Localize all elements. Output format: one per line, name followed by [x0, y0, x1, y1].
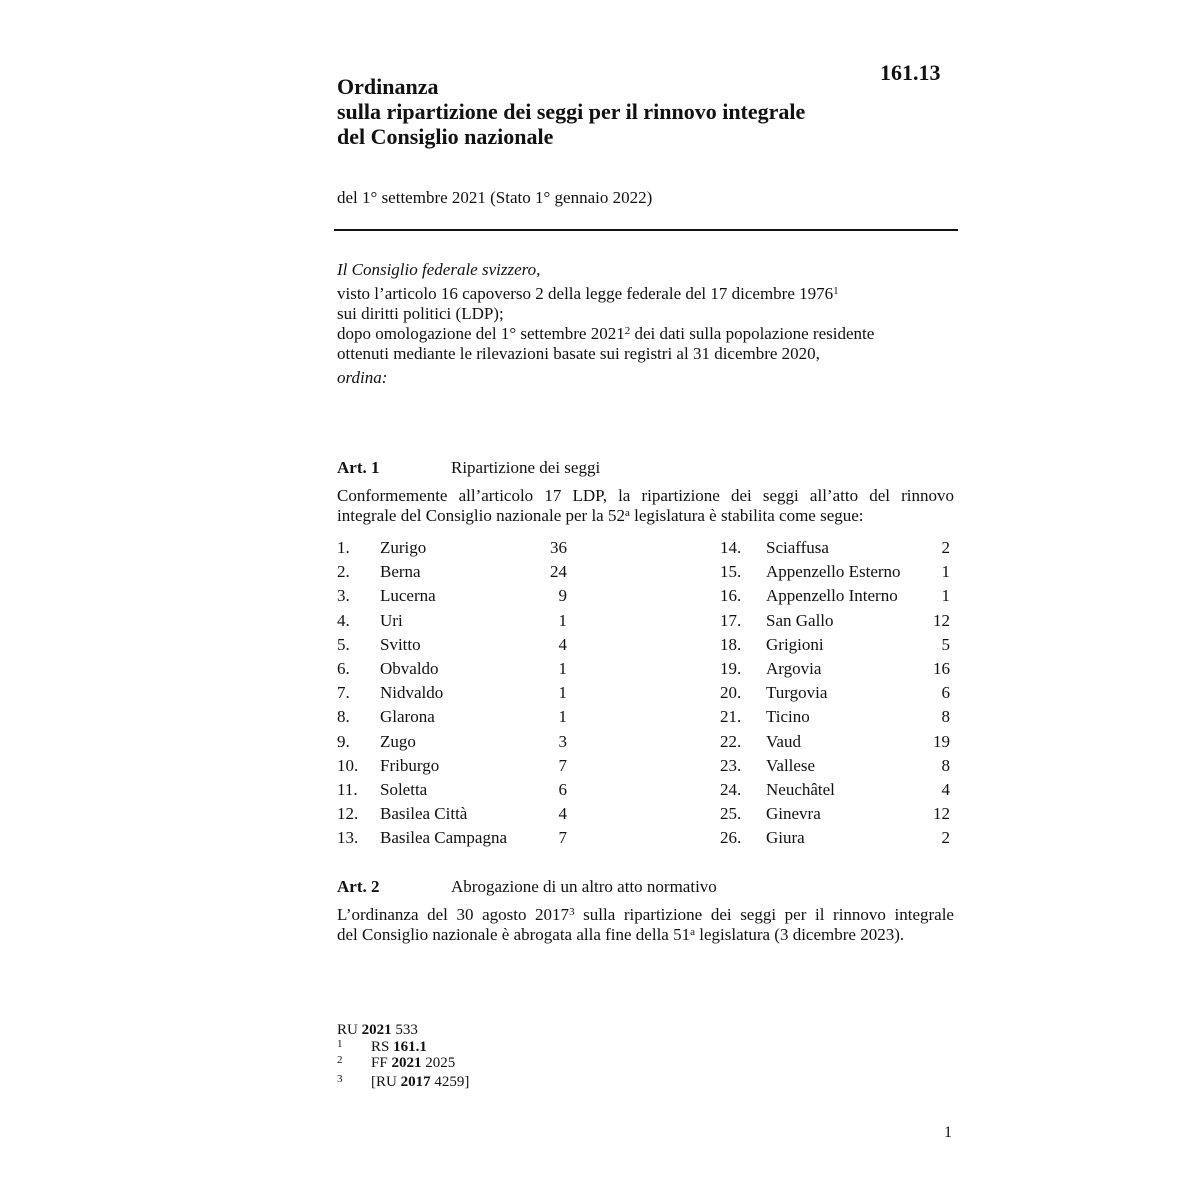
seat-row [720, 584, 955, 608]
article-2-number: Art. 2 [337, 877, 380, 896]
seat-row-canton: Basilea Città [380, 804, 468, 824]
footer-references [337, 1022, 469, 1090]
seat-row-number: 9. [337, 731, 350, 751]
page-number: 1 [944, 1124, 952, 1141]
seat-row-seats: 6 [941, 683, 950, 703]
seat-row-number: 1. [337, 538, 350, 557]
footnote-3 [337, 1074, 469, 1090]
ru-year: 2021 [361, 1022, 392, 1038]
seat-row-seats: 7 [558, 828, 567, 848]
seat-row-seats: 1 [558, 659, 567, 678]
seat-row-seats: 16 [933, 659, 950, 678]
seat-row-number: 7. [337, 683, 350, 703]
preamble-text: dei dati sulla popolazione residente [630, 324, 875, 343]
preamble-line [337, 284, 957, 304]
article-2-text-part: legislatura (3 dicembre 2023). [694, 925, 905, 944]
seat-row [720, 778, 955, 802]
seat-row [720, 536, 955, 560]
seat-row-seats: 7 [558, 755, 567, 775]
seat-row-seats: 8 [941, 707, 950, 727]
seat-row-canton: Argovia [766, 659, 822, 678]
footnote-suffix: 4259] [430, 1074, 470, 1090]
preamble-text: dopo omologazione del 1° settembre 2021 [337, 324, 625, 343]
footnote-prefix: [RU [371, 1074, 401, 1090]
article-2-text-part: del Consiglio nazionale è abrogata alla fine della 51 [337, 925, 691, 944]
seat-row-canton: Friburgo [380, 755, 440, 775]
footnote-bold: 2021 [391, 1055, 422, 1071]
article-1-line: Conformemente all’articolo 17 LDP, la ripartizione dei seggi all’atto del rinnovo [337, 486, 954, 505]
seat-row-canton: Nidvaldo [380, 683, 444, 703]
seat-row [337, 584, 577, 608]
seat-row-canton: Ticino [766, 707, 810, 727]
seat-row-number: 19. [720, 659, 742, 678]
seat-row-canton: Vallese [766, 755, 816, 775]
title-line-2: sulla ripartizione dei seggi per il rinnovo integrale [337, 99, 806, 124]
preamble-authority: Il Consiglio federale svizzero, [337, 260, 541, 279]
title-line-1: Ordinanza [337, 74, 439, 99]
seat-row-number: 23. [720, 755, 742, 775]
seat-row-number: 5. [337, 634, 350, 654]
seat-row-number: 18. [720, 634, 742, 654]
seat-row-canton: Lucerna [380, 586, 436, 606]
ru-page: 533 [391, 1022, 418, 1038]
preamble-line [337, 324, 957, 344]
seat-row-number: 24. [720, 780, 742, 799]
seat-row-number: 11. [337, 780, 358, 799]
footnote-1 [337, 1039, 469, 1055]
article-1-heading [337, 458, 600, 478]
seat-row-seats: 1 [941, 586, 950, 606]
header-divider [334, 229, 958, 231]
seat-row-seats: 9 [558, 586, 567, 606]
seat-row-canton: Appenzello Interno [766, 586, 898, 606]
article-1-text-part: legislatura è stabilita come segue: [629, 506, 864, 525]
footnote-suffix: 2025 [421, 1055, 456, 1071]
seat-row-number: 26. [720, 828, 742, 848]
seat-row-canton: Neuchâtel [766, 780, 835, 799]
seat-row-number: 10. [337, 755, 359, 775]
seat-row [337, 705, 577, 729]
seat-row-number: 8. [337, 707, 350, 727]
seat-row-number: 6. [337, 659, 350, 678]
seat-row [337, 778, 577, 802]
seat-row-seats: 1 [558, 707, 567, 727]
seat-row [720, 705, 955, 729]
seat-row-seats: 1 [941, 562, 950, 582]
seat-row-number: 3. [337, 586, 350, 606]
seat-row-seats: 5 [941, 634, 950, 654]
seat-row [337, 536, 577, 560]
seat-row-number: 13. [337, 828, 359, 848]
seat-row-number: 25. [720, 804, 742, 824]
seat-row-canton: Obvaldo [380, 659, 439, 678]
article-2-title: Abrogazione di un altro atto normativo [451, 877, 717, 896]
seat-row [337, 633, 577, 657]
footnote-mark: 2 [337, 1054, 343, 1066]
seat-row-seats: 1 [558, 610, 567, 630]
sr-number: 161.13 [880, 60, 941, 85]
seat-row-seats: 19 [933, 731, 950, 751]
seat-row-canton: Giura [766, 828, 805, 848]
seat-row-canton: Zurigo [380, 538, 427, 557]
seat-row-seats: 12 [933, 804, 950, 824]
seat-row-seats: 3 [558, 731, 567, 751]
footnote-ref-3[interactable]: 3 [569, 906, 575, 918]
date-line: del 1° settembre 2021 (Stato 1° gennaio 2022) [337, 188, 653, 207]
footnote-ref-2[interactable]: 2 [624, 325, 631, 337]
seat-row [720, 730, 955, 754]
seat-row [337, 681, 577, 705]
seat-row-seats: 36 [550, 538, 567, 557]
seat-row-number: 4. [337, 610, 350, 630]
article-2-heading [337, 877, 717, 897]
seat-row [337, 609, 577, 633]
seat-row-canton: Ginevra [766, 804, 821, 824]
seat-row-number: 22. [720, 731, 742, 751]
seat-row [337, 730, 577, 754]
seat-row [720, 609, 955, 633]
seat-row-number: 20. [720, 683, 742, 703]
seat-row [337, 560, 577, 584]
seat-row-seats: 4 [558, 804, 567, 824]
seat-row-number: 14. [720, 538, 742, 557]
seat-row-seats: 2 [941, 538, 950, 557]
footnote-bold: 161.1 [393, 1039, 427, 1055]
ru-reference [337, 1022, 469, 1038]
seat-row-seats: 1 [558, 683, 567, 703]
article-2-text-part: L’ordinanza del 30 agosto 2017 [337, 905, 570, 924]
preamble [337, 260, 957, 388]
seat-row [720, 754, 955, 778]
article-1-line [337, 506, 954, 526]
document-title [337, 74, 805, 149]
seat-row-seats: 8 [941, 755, 950, 775]
footnotes [337, 1039, 469, 1090]
seat-row-canton: Uri [380, 610, 403, 630]
seat-row-canton: Vaud [766, 731, 801, 751]
seat-row-number: 17. [720, 610, 742, 630]
seat-row [337, 657, 577, 681]
preamble-text: visto l’articolo 16 capoverso 2 della legge federale del 17 dicembre 1976 [337, 284, 834, 303]
seat-row-number: 21. [720, 707, 742, 727]
article-1-text-part: integrale del Consiglio nazionale per la 52 [337, 506, 625, 525]
ordinal-superscript: a [690, 926, 695, 938]
seat-row-canton: Glarona [380, 707, 435, 727]
seat-row-canton: San Gallo [766, 610, 834, 630]
seat-row-seats: 6 [558, 780, 567, 799]
article-1-number: Art. 1 [337, 458, 380, 477]
seat-row-canton: Soletta [380, 780, 428, 799]
seat-row [720, 802, 955, 826]
seat-row-seats: 12 [933, 610, 950, 630]
seat-row-number: 2. [337, 562, 350, 582]
seat-row [337, 826, 577, 850]
article-2-line [337, 925, 954, 945]
footnote-ref-1[interactable]: 1 [833, 285, 839, 297]
footnote-mark: 3 [337, 1073, 343, 1085]
seat-row-canton: Grigioni [766, 634, 824, 654]
seat-row-number: 16. [720, 586, 742, 606]
seat-row-canton: Berna [380, 562, 421, 582]
seat-row-canton: Sciaffusa [766, 538, 829, 557]
seat-row-seats: 4 [558, 634, 567, 654]
footnote-bold: 2017 [400, 1074, 431, 1090]
seat-row-seats: 4 [941, 780, 950, 799]
ordinal-superscript: a [624, 507, 630, 519]
seat-row-number: 12. [337, 804, 359, 824]
article-2-line [337, 905, 954, 925]
seat-row-canton: Appenzello Esterno [766, 562, 901, 582]
article-1-text [337, 486, 954, 526]
article-2-text [337, 905, 954, 945]
article-1-title: Ripartizione dei seggi [451, 458, 601, 477]
seat-row-seats: 2 [941, 828, 950, 848]
seat-row [720, 633, 955, 657]
seat-row [337, 754, 577, 778]
seat-row-seats: 24 [550, 562, 567, 582]
seat-row [720, 657, 955, 681]
footnote-prefix: FF [371, 1055, 392, 1071]
ru-prefix: RU [337, 1022, 362, 1038]
footnote-prefix: RS [371, 1039, 394, 1055]
preamble-line: ottenuti mediante le rilevazioni basate sui registri al 31 dicembre 2020, [337, 344, 820, 363]
title-line-3: del Consiglio nazionale [337, 124, 554, 149]
footnote-mark: 1 [337, 1038, 343, 1050]
seat-row [720, 560, 955, 584]
seat-row [720, 681, 955, 705]
article-2-text-part: sulla ripartizione dei seggi per il rinnovo integrale [574, 905, 954, 924]
seat-row-canton: Zugo [380, 731, 416, 751]
footnote-2 [337, 1055, 469, 1071]
seat-row-canton: Svitto [380, 634, 421, 654]
preamble-ordina: ordina: [337, 368, 388, 387]
seat-row-canton: Basilea Campagna [380, 828, 507, 848]
seat-row [337, 802, 577, 826]
seat-row-number: 15. [720, 562, 742, 582]
seat-row [720, 826, 955, 850]
seat-row-canton: Turgovia [766, 683, 828, 703]
preamble-line: sui diritti politici (LDP); [337, 304, 504, 323]
